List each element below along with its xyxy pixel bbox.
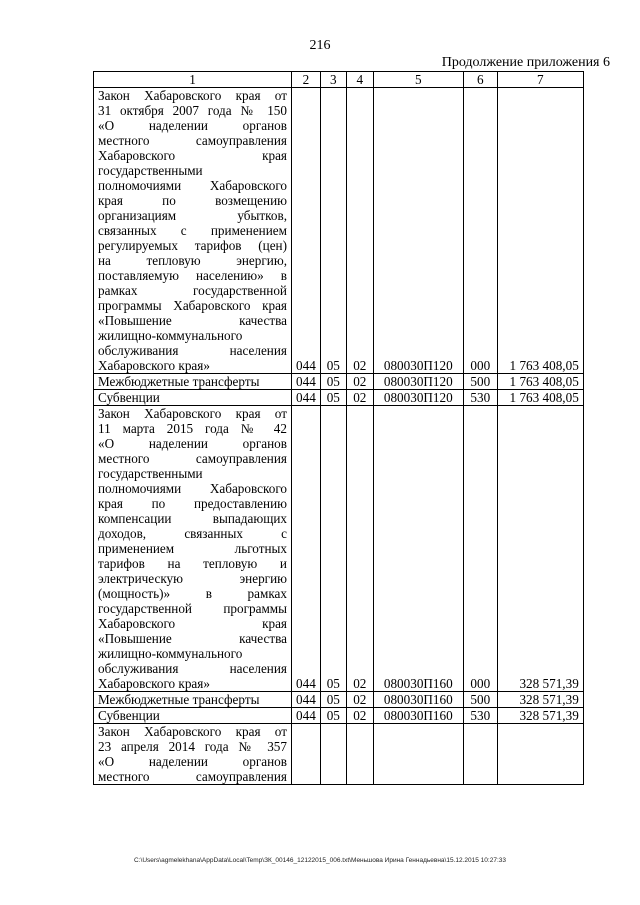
row-name-cell <box>94 724 292 785</box>
code-cell: 05 <box>320 406 346 692</box>
code-cell: 05 <box>320 390 346 406</box>
law-text-line: на тепловую энергию, <box>98 253 287 268</box>
law-text-line: местного самоуправления <box>98 451 287 466</box>
header-cell: 7 <box>497 72 583 88</box>
table-row <box>94 692 584 708</box>
code-cell: 044 <box>292 390 321 406</box>
law-text-line: «Повышение качества <box>98 631 287 646</box>
law-text-line: государственной программы <box>98 601 287 616</box>
law-text-line: 11 марта 2015 года № 42 <box>98 421 287 436</box>
law-text-line: тарифов на тепловую и <box>98 556 287 571</box>
table-row <box>94 708 584 724</box>
law-text-line: полномочиями Хабаровского <box>98 481 287 496</box>
law-text-line: полномочиями Хабаровского <box>98 178 287 193</box>
amount-cell: 1 763 408,05 <box>497 374 583 390</box>
law-text-line: местного самоуправления <box>98 769 287 784</box>
code-cell: 080030П120 <box>373 390 463 406</box>
budget-table <box>93 71 584 785</box>
row-name-cell <box>94 406 292 692</box>
law-text-line: применением льготных <box>98 541 287 556</box>
table-row <box>94 724 584 785</box>
table-row <box>94 374 584 390</box>
code-cell: 080030П160 <box>373 708 463 724</box>
code-cell: 05 <box>320 88 346 374</box>
law-text-line: доходов, связанных с <box>98 526 287 541</box>
law-text-line: Закон Хабаровского края от <box>98 406 287 421</box>
law-text-line: края по возмещению <box>98 193 287 208</box>
code-cell: 530 <box>463 390 497 406</box>
row-name-cell: Субвенции <box>94 708 292 724</box>
header-cell: 4 <box>346 72 373 88</box>
code-cell <box>463 724 497 785</box>
law-text-line: Хабаровского края <box>98 616 287 631</box>
law-text-line: 23 апреля 2014 года № 357 <box>98 739 287 754</box>
row-name-cell: Межбюджетные трансферты <box>94 692 292 708</box>
law-text-line: Хабаровского края <box>98 148 287 163</box>
code-cell: 044 <box>292 374 321 390</box>
law-text-line: программы Хабаровского края <box>98 298 287 313</box>
law-text-line: края по предоставлению <box>98 496 287 511</box>
code-cell: 02 <box>346 406 373 692</box>
page-number: 216 <box>309 38 331 53</box>
code-cell <box>346 724 373 785</box>
amount-cell <box>497 724 583 785</box>
law-text-line: обслуживания населения <box>98 343 287 358</box>
code-cell: 02 <box>346 374 373 390</box>
header-cell: 1 <box>94 72 292 88</box>
code-cell: 080030П120 <box>373 374 463 390</box>
table-header-row <box>94 72 584 88</box>
law-text-line: Хабаровского края» <box>98 358 210 373</box>
law-text-line: местного самоуправления <box>98 133 287 148</box>
header-cell: 6 <box>463 72 497 88</box>
code-cell: 044 <box>292 692 321 708</box>
code-cell: 05 <box>320 692 346 708</box>
law-text-line: 31 октября 2007 года № 150 <box>98 103 287 118</box>
code-cell: 05 <box>320 374 346 390</box>
code-cell: 000 <box>463 88 497 374</box>
code-cell: 02 <box>346 88 373 374</box>
law-text-line: компенсации выпадающих <box>98 511 287 526</box>
law-text-line: организациям убытков, <box>98 208 287 223</box>
law-text-line: «О наделении органов <box>98 436 287 451</box>
amount-cell: 328 571,39 <box>497 406 583 692</box>
table-row <box>94 390 584 406</box>
law-text-line: рамках государственной <box>98 283 287 298</box>
code-cell: 080030П120 <box>373 88 463 374</box>
law-text-line: «Повышение качества <box>98 313 287 328</box>
table-row <box>94 406 584 692</box>
code-cell <box>292 724 321 785</box>
law-text-line: государственными <box>98 466 203 481</box>
table-row <box>94 88 584 374</box>
law-text-line: государственными <box>98 163 203 178</box>
code-cell: 080030П160 <box>373 406 463 692</box>
amount-cell: 328 571,39 <box>497 708 583 724</box>
row-name-cell: Межбюджетные трансферты <box>94 374 292 390</box>
law-text-line: (мощность)» в рамках <box>98 586 287 601</box>
law-text-line: Хабаровского края» <box>98 676 210 691</box>
code-cell: 500 <box>463 692 497 708</box>
code-cell: 02 <box>346 708 373 724</box>
law-text-line: «О наделении органов <box>98 754 287 769</box>
header-cell: 3 <box>320 72 346 88</box>
code-cell: 044 <box>292 708 321 724</box>
code-cell <box>373 724 463 785</box>
code-cell: 080030П160 <box>373 692 463 708</box>
amount-cell: 328 571,39 <box>497 692 583 708</box>
code-cell: 02 <box>346 390 373 406</box>
law-text-line: электрическую энергию <box>98 571 287 586</box>
appendix-note: Продолжение приложения 6 <box>441 55 610 70</box>
amount-cell: 1 763 408,05 <box>497 390 583 406</box>
code-cell: 044 <box>292 88 321 374</box>
law-text-line: Закон Хабаровского края от <box>98 88 287 103</box>
code-cell: 02 <box>346 692 373 708</box>
law-text-line: связанных с применением <box>98 223 287 238</box>
row-name-cell: Субвенции <box>94 390 292 406</box>
file-path-footer: C:\Users\agmelekhana\AppData\Local\Temp\ЗК_00146_12122015_006.txt\Меньшова Ирина Геннадьевна\15.12.2015 10:27:33 <box>134 857 506 864</box>
law-text-line: жилищно-коммунального <box>98 328 243 343</box>
code-cell: 500 <box>463 374 497 390</box>
code-cell: 044 <box>292 406 321 692</box>
header-cell: 5 <box>373 72 463 88</box>
law-text-line: обслуживания населения <box>98 661 287 676</box>
law-text-line: поставляемую населению» в <box>98 268 287 283</box>
law-text-line: регулируемых тарифов (цен) <box>98 238 287 253</box>
row-name-cell <box>94 88 292 374</box>
code-cell <box>320 724 346 785</box>
law-text-line: Закон Хабаровского края от <box>98 724 287 739</box>
amount-cell: 1 763 408,05 <box>497 88 583 374</box>
law-text-line: «О наделении органов <box>98 118 287 133</box>
header-cell: 2 <box>292 72 321 88</box>
law-text-line: жилищно-коммунального <box>98 646 243 661</box>
code-cell: 530 <box>463 708 497 724</box>
code-cell: 000 <box>463 406 497 692</box>
code-cell: 05 <box>320 708 346 724</box>
